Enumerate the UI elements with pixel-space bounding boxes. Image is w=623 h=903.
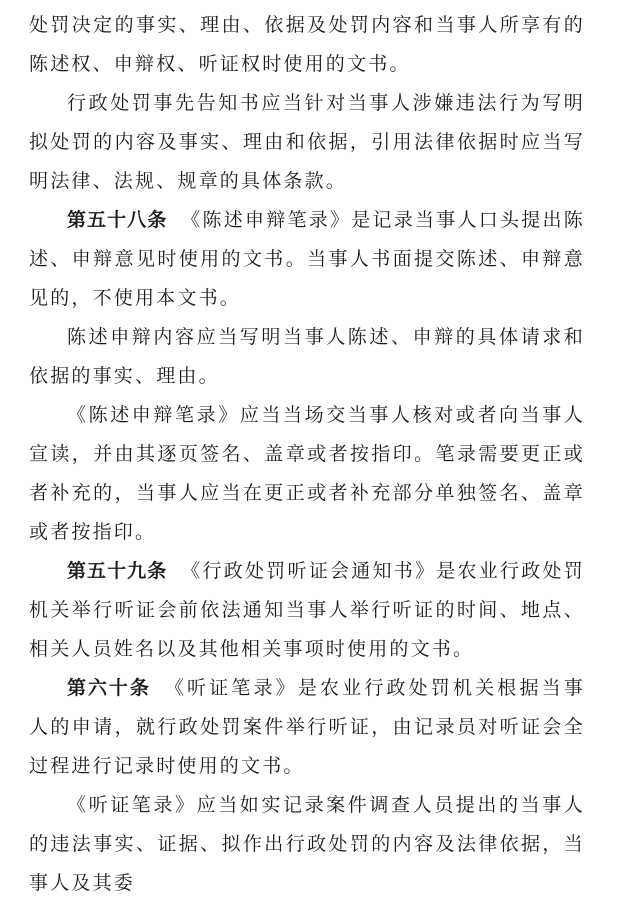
paragraph-text: 《听证笔录》是农业行政处罚机关根据当事人的申请，就行政处罚案件举行听证，由记录员对听证会全过程进行记录时使用的文书。 xyxy=(29,677,585,777)
article-58 xyxy=(29,201,585,318)
document-page xyxy=(29,6,585,903)
article-heading: 第六十条 xyxy=(67,677,151,699)
paragraph-text: 行政处罚事先告知书应当针对当事人涉嫌违法行为写明拟处罚的内容及事实、理由和依据，引用法律依据时应当写明法律、法规、规章的具体条款。 xyxy=(29,92,585,192)
paragraph-text: 《陈述申辩笔录》应当当场交当事人核对或者向当事人宣读，并由其逐页签名、盖章或者按指印。笔录需要更正或者补充的，当事人应当在更正或者补充部分单独签名、盖章或者按指印。 xyxy=(29,404,585,543)
paragraph-text: 处罚决定的事实、理由、依据及处罚内容和当事人所享有的陈述权、申辩权、听证权时使用的文书。 xyxy=(29,14,585,75)
paragraph-hearing-record xyxy=(29,786,585,903)
article-heading: 第五十九条 xyxy=(67,560,168,582)
article-60 xyxy=(29,669,585,786)
paragraph-statement-content xyxy=(29,318,585,396)
paragraph-notice-requirements xyxy=(29,84,585,201)
article-59 xyxy=(29,552,585,669)
paragraph-text: 《听证笔录》应当如实记录案件调查人员提出的当事人的违法事实、证据、拟作出行政处罚的内容及法律依据，当事人及其委 xyxy=(29,794,585,894)
article-heading: 第五十八条 xyxy=(67,209,168,231)
paragraph-continuation xyxy=(29,6,585,84)
paragraph-text: 《行政处罚听证会通知书》是农业行政处罚机关举行听证会前依法通知当事人举行听证的时间、地点、相关人员姓名以及其他相关事项时使用的文书。 xyxy=(29,560,585,660)
paragraph-record-signing xyxy=(29,396,585,552)
paragraph-text: 陈述申辩内容应当写明当事人陈述、申辩的具体请求和依据的事实、理由。 xyxy=(29,326,585,387)
paragraph-text: 《陈述申辩笔录》是记录当事人口头提出陈述、申辩意见时使用的文书。当事人书面提交陈述、申辩意见的，不使用本文书。 xyxy=(29,209,585,309)
